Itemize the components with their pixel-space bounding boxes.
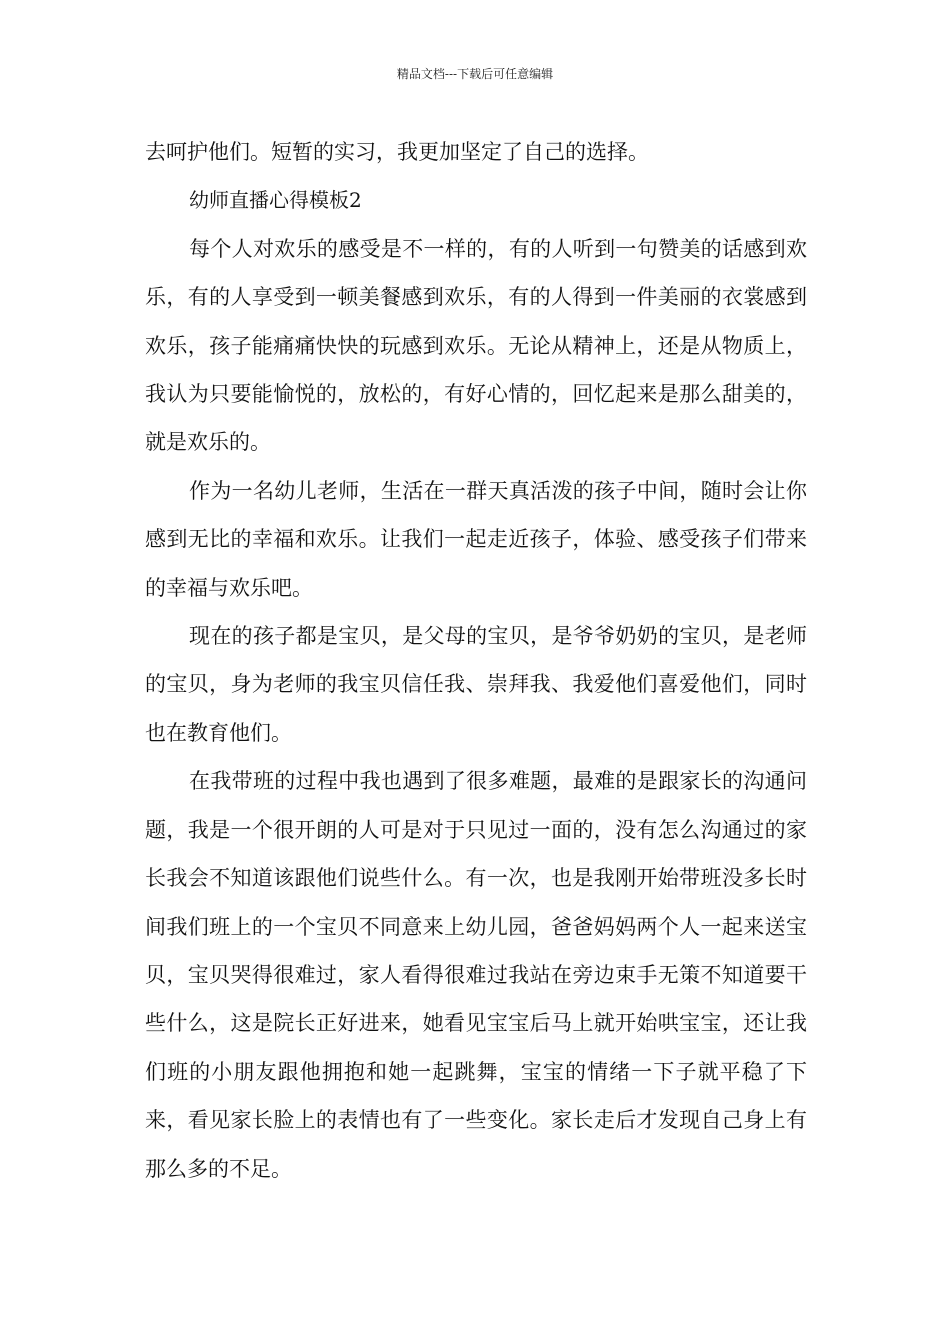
section-title: 幼师直播心得模板2 bbox=[189, 188, 362, 213]
paragraph: 每个人对欢乐的感受是不一样的，有的人听到一句赞美的话感到欢乐，有的人享受到一顿美餐感到欢乐，有的人得到一件美丽的衣裳感到欢乐，孩子能痛痛快快的玩感到欢乐。无论从精神上，还是从物质上，我认为只要能愉悦的，放松的，有好心情的，回忆起来是那么甜美的，就是欢乐的。 bbox=[145, 236, 807, 455]
page-header: 精品文档---下载后可任意编辑 bbox=[396, 67, 554, 81]
paragraph: 现在的孩子都是宝贝，是父母的宝贝，是爷爷奶奶的宝贝，是老师的宝贝，身为老师的我宝贝信任我、崇拜我、我爱他们喜爱他们，同时也在教育他们。 bbox=[145, 624, 807, 745]
paragraph: 作为一名幼儿老师，生活在一群天真活泼的孩子中间，随时会让你感到无比的幸福和欢乐。让我们一起走近孩子，体验、感受孩子们带来的幸福与欢乐吧。 bbox=[145, 478, 807, 600]
document-body bbox=[145, 128, 807, 1193]
paragraph: 在我带班的过程中我也遇到了很多难题，最难的是跟家长的沟通问题，我是一个很开朗的人可是对于只见过一面的，没有怎么沟通过的家长我会不知道该跟他们说些什么。有一次，也是我刚开始带班没多长时间我们班上的一个宝贝不同意来上幼儿园，爸爸妈妈两个人一起来送宝贝，宝贝哭得很难过，家人看得很难过我站在旁边束手无策不知道要干些什么，这是院长正好进来，她看见宝宝后马上就开始哄宝宝，还让我们班的小朋友跟他拥抱和她一起跳舞，宝宝的情绪一下子就平稳了下来，看见家长脸上的表情也有了一些变化。家长走后才发现自己身上有那么多的不足。 bbox=[145, 769, 807, 1181]
paragraph-continuation: 去呵护他们。短暂的实习，我更加坚定了自己的选择。 bbox=[145, 140, 649, 164]
